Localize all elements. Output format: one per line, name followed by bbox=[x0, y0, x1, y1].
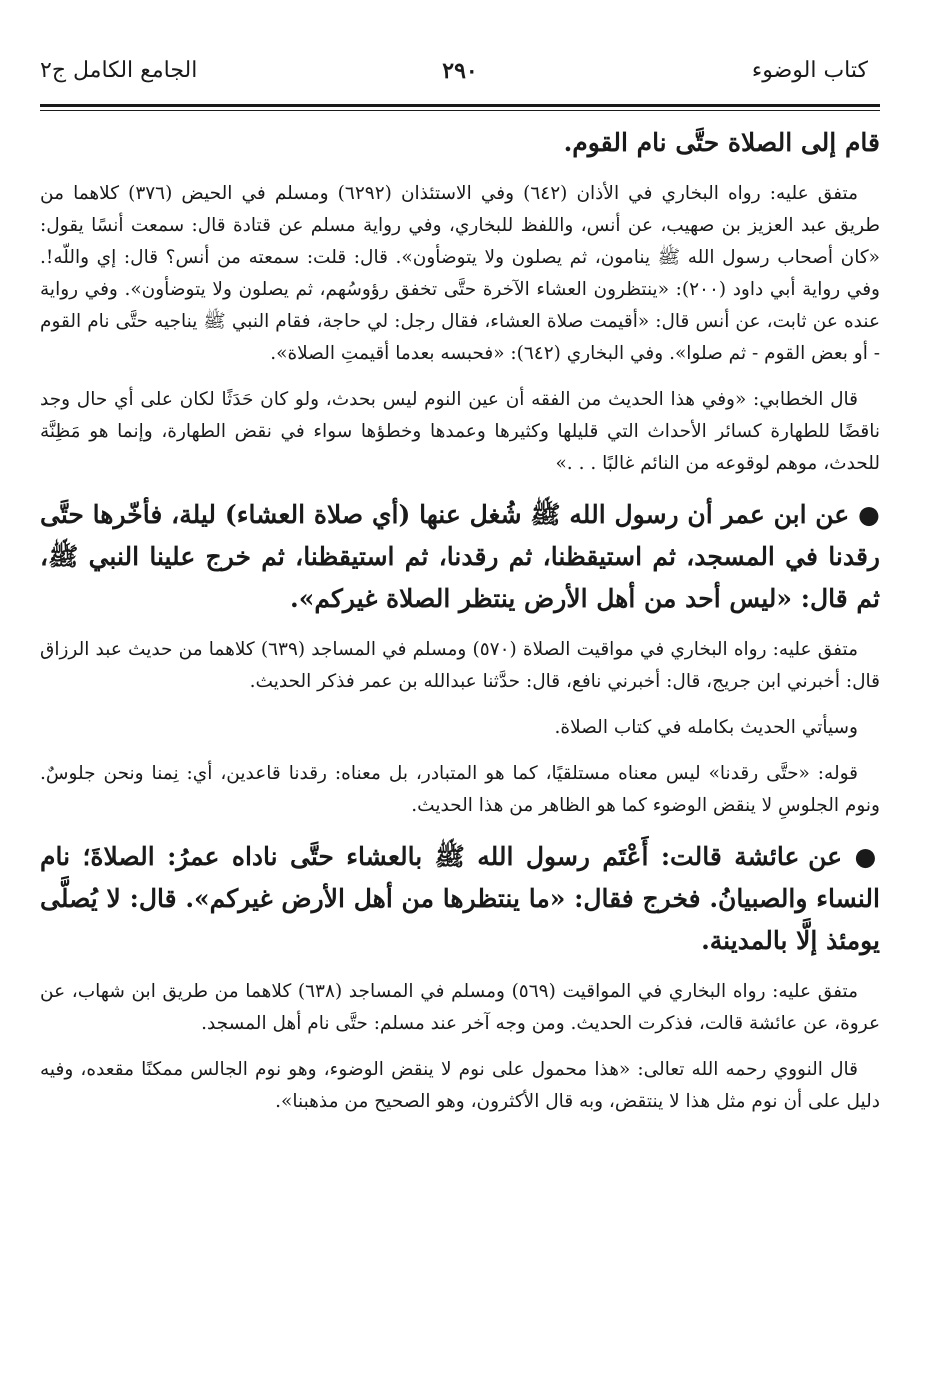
commentary-text: قال النووي رحمه الله تعالى: «هذا محمول على نوم لا ينقض الوضوء، وهو نوم الجالس ممكنًا مقعده، وفيه دليل على أن نوم مثل هذا لا ينتقض، وبه قال الأكثرون، وهو الصحيح من مذهبنا». bbox=[40, 1059, 880, 1112]
commentary-paragraph bbox=[40, 178, 880, 370]
commentary-paragraph bbox=[40, 634, 880, 698]
commentary-text: متفق عليه: رواه البخاري في المواقيت (٥٦٩) ومسلم في المساجد (٦٣٨) كلاهما من طريق ابن شهاب، عن عروة، عن عائشة قالت، فذكرت الحديث. ومن وجه آخر عند مسلم: حتَّى نام أهل المسجد. bbox=[40, 981, 880, 1034]
commentary-text: متفق عليه: رواه البخاري في مواقيت الصلاة (٥٧٠) ومسلم في المساجد (٦٣٩) كلاهما من حديث عبد الرزاق قال: أخبرني ابن جريج، قال: أخبرني نافع، قال: حدَّثنا عبدالله بن عمر فذكر الحديث. bbox=[40, 639, 880, 692]
book-title: كتاب الوضوء bbox=[751, 58, 868, 83]
page-header bbox=[40, 40, 880, 104]
commentary-paragraph bbox=[40, 758, 880, 822]
commentary-paragraph bbox=[40, 712, 880, 744]
commentary-paragraph bbox=[40, 1054, 880, 1118]
hadith-text-body: عن عائشة قالت: أَعْتَم رسول الله ﷺ بالعشاء حتَّى ناداه عمرُ: الصلاةَ؛ نام النساء والصبيانُ. فخرج فقال: «ما ينتظرها من أهل الأرض غيركم». قال: لا يُصلَّى يومئذ إلَّا بالمدينة. bbox=[40, 842, 880, 955]
commentary-text: متفق عليه: رواه البخاري في الأذان (٦٤٢) وفي الاستئذان (٦٢٩٢) ومسلم في الحيض (٣٧٦) كلاهما من طريق عبد العزيز بن صهيب، عن أنس، واللفظ للبخاري، وفي رواية مسلم عن قتادة قال: سمعت أنسًا يقول: «كان أصحاب رسول الله ﷺ ينامون، ثم يصلون ولا يتوضأون». قال: قلت: سمعته من أنس؟ قال: إي واللّه!. وفي رواية أبي داود (٢٠٠): «ينتظرون العشاء الآخرة حتَّى تخفق رؤوسُهم، ثم يصلون ولا يتوضأون». وفي رواية عنده عن ثابت، عن أنس قال: «أقيمت صلاة العشاء، فقال رجل: لي حاجة، فقام النبي ﷺ يناجيه حتَّى نام القوم - أو بعض القوم - ثم صلوا». وفي البخاري (٦٤٢): «فحبسه بعدما أقيمتِ الصلاة». bbox=[40, 183, 880, 364]
page-body bbox=[40, 122, 880, 1132]
header-rule-thick bbox=[40, 104, 880, 107]
page-number: ٢٩٠ bbox=[442, 58, 478, 84]
book-page bbox=[40, 40, 880, 1112]
hadith-text bbox=[40, 494, 880, 620]
commentary-text: وسيأتي الحديث بكامله في كتاب الصلاة. bbox=[554, 717, 858, 738]
hadith-text bbox=[40, 122, 880, 164]
commentary-paragraph bbox=[40, 384, 880, 480]
commentary-paragraph bbox=[40, 976, 880, 1040]
hadith-text-body: عن ابن عمر أن رسول الله ﷺ شُغل عنها (أي صلاة العشاء) ليلة، فأخّرها حتَّى رقدنا في المسجد، ثم استيقظنا، ثم رقدنا، ثم استيقظنا، ثم خرج علينا النبي ﷺ، ثم قال: «ليس أحد من أهل الأرض ينتظر الصلاة غيركم». bbox=[40, 500, 880, 613]
volume-title: الجامع الكامل ج٢ bbox=[40, 58, 198, 83]
hadith-text bbox=[40, 836, 880, 962]
bullet-icon: ● bbox=[849, 500, 880, 529]
commentary-text: قال الخطابي: «وفي هذا الحديث من الفقه أن عين النوم ليس بحدث، ولو كان حَدَثًا لكان على أي حال وجد ناقضًا للطهارة كسائر الأحداث التي قليلها وكثيرها وعمدها وخطؤها سواء في نقض الطهارة، وإنما هو مَظِنَّة للحدث، موهم لوقوعه من النائم غالبًا . . .» bbox=[40, 389, 880, 474]
commentary-text: قوله: «حتَّى رقدنا» ليس معناه مستلقيًا، كما هو المتبادر، بل معناه: رقدنا قاعدين، أي: نِمنا ونحن جلوسٌ. ونوم الجلوسِ لا ينقض الوضوء كما هو الظاهر من هذا الحديث. bbox=[40, 763, 880, 816]
bullet-icon: ● bbox=[842, 842, 880, 871]
hadith-text-body: قام إلى الصلاة حتَّى نام القوم. bbox=[563, 128, 880, 157]
header-rule-thin bbox=[40, 110, 880, 111]
